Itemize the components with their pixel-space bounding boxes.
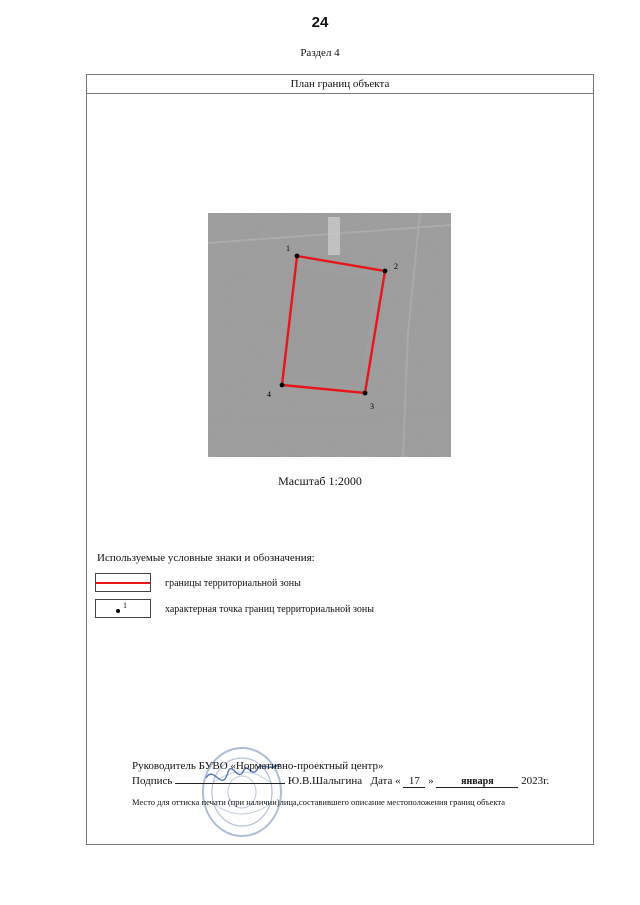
legend-item-boundary: границы территориальной зоны [165, 578, 301, 589]
legend-point-symbol [95, 599, 151, 618]
bright-patch [328, 217, 340, 255]
point-label-3: 3 [370, 402, 374, 411]
point-label-1: 1 [286, 244, 290, 253]
date-year: 2023г. [521, 775, 550, 787]
section-title: Раздел 4 [300, 47, 340, 59]
signatory-name: Ю.В.Шалыгина [287, 775, 363, 787]
date-day: 17 [403, 776, 425, 788]
point-label-4: 4 [267, 390, 271, 399]
signature-field [175, 783, 285, 784]
scale-label: Масштаб 1:2000 [278, 474, 362, 488]
boundary-point-1 [295, 254, 300, 259]
date-month: января [436, 776, 518, 788]
frame-title: План границ объекта [86, 74, 594, 94]
legend-point-label: 1 [123, 601, 127, 610]
boundary-point-4 [280, 383, 285, 388]
signature-line [132, 775, 549, 788]
boundary-map [208, 213, 451, 457]
sign-label: Подпись [132, 775, 173, 787]
document-frame [86, 74, 594, 845]
boundary-point-2 [383, 269, 388, 274]
date-label: Дата « [370, 775, 401, 787]
legend-line-symbol [95, 573, 151, 592]
signatory-position: Руководитель БУВО «Нормативно-проектный центр» [132, 760, 384, 772]
red-line-icon [96, 582, 150, 584]
point-label-2: 2 [394, 262, 398, 271]
legend-title: Используемые условные знаки и обозначения: [97, 552, 315, 564]
date-day-close: » [428, 775, 434, 787]
boundary-point-3 [363, 391, 368, 396]
official-stamp [200, 742, 284, 838]
parcel-area [281, 268, 376, 388]
legend-item-point: характерная точка границ территориальной зоны [165, 604, 374, 615]
page-number: 24 [311, 14, 329, 31]
stamp-note: Место для оттиска печати (при наличии)лица,составившего описание местоположения границ объекта [132, 797, 505, 807]
point-icon [116, 609, 120, 613]
